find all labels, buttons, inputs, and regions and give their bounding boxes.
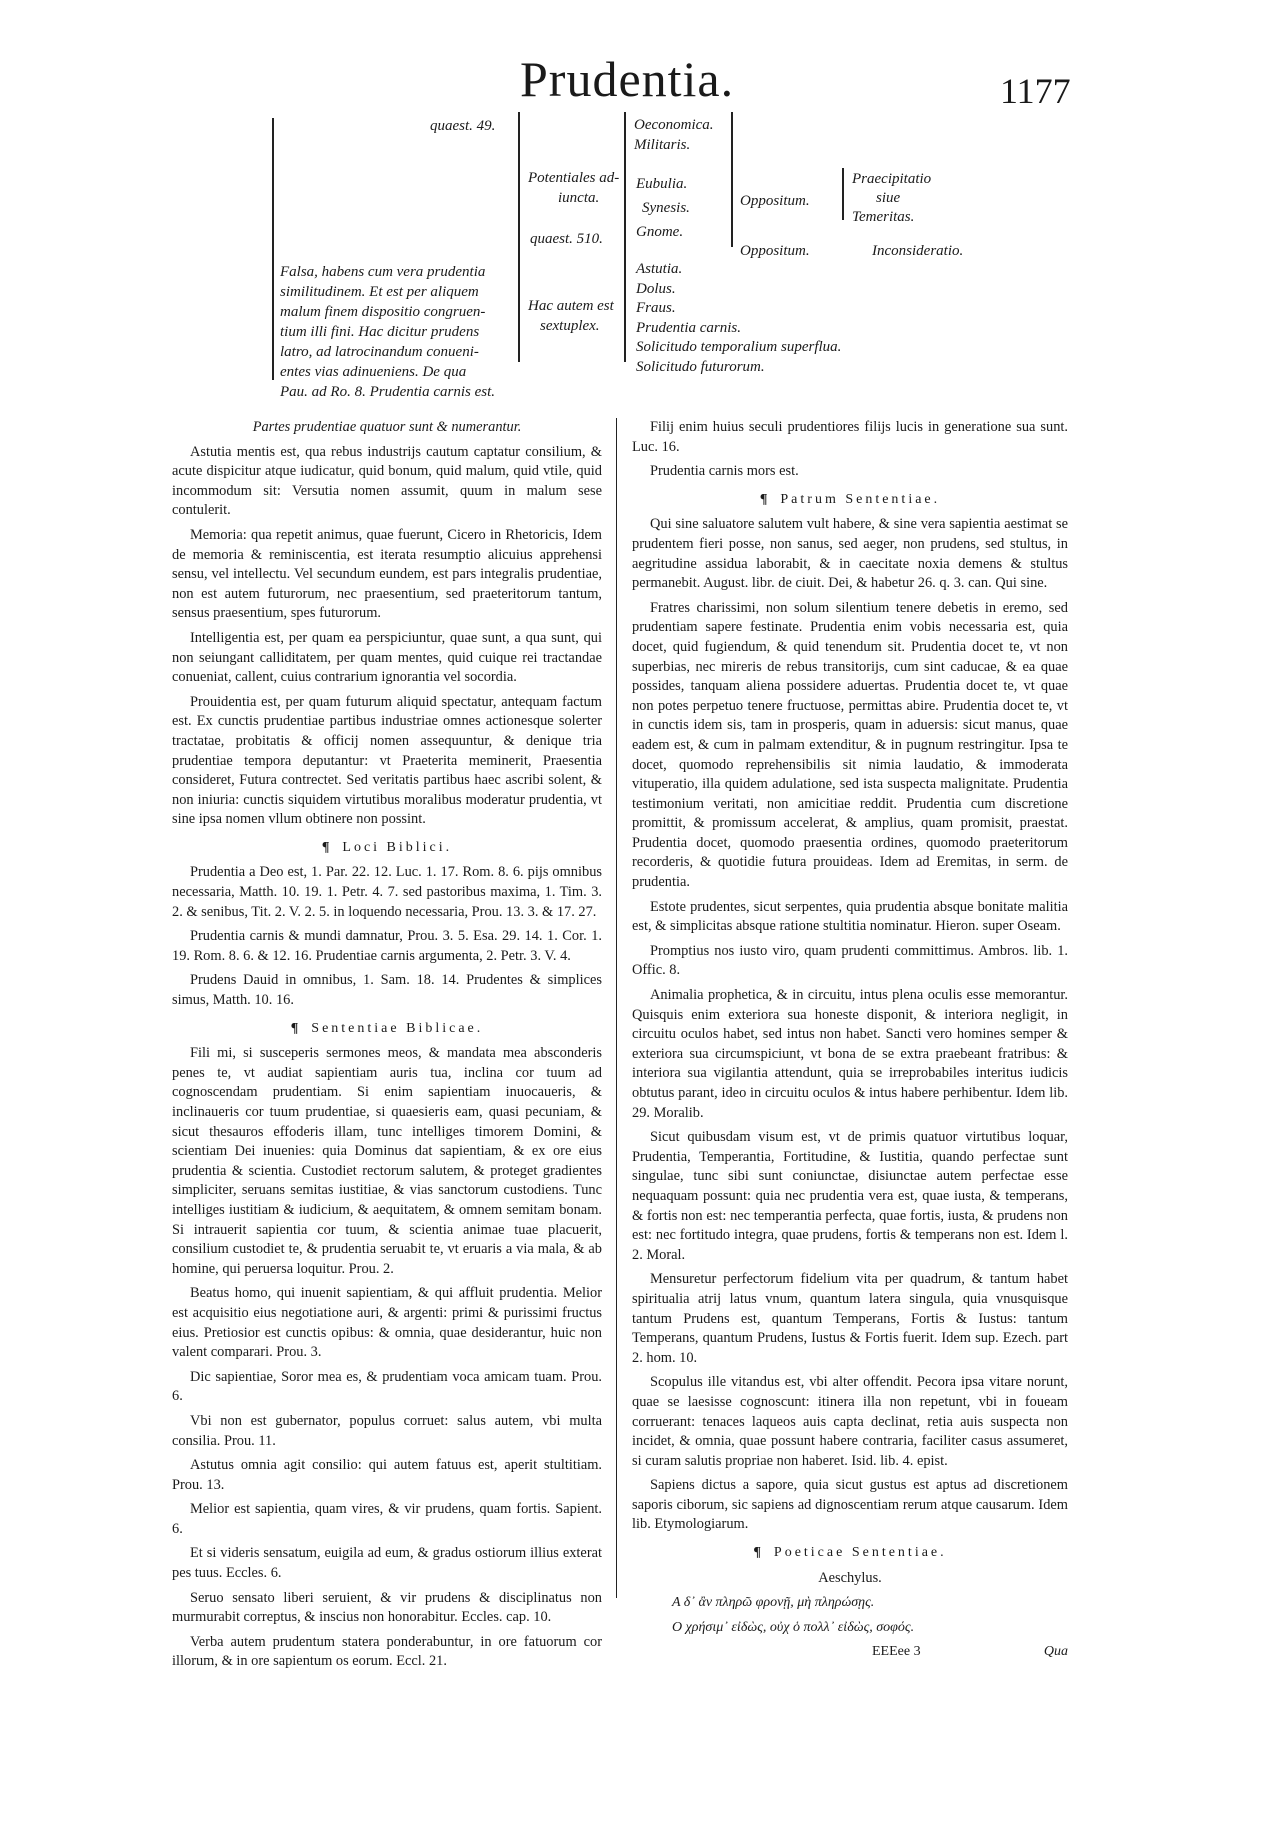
falsa-line: latro, ad latrocinandum conueni-: [280, 344, 479, 360]
signature-mark: EEEee 3: [872, 1644, 921, 1660]
biblical-sentence: Beatus homo, qui inuenit sapientiam, & qui affluit prudentia. Melior est acquisitio eius negotiatione auri, & argenti: primi & purissimi fructus eius. Pretiosior est cunctis opibus: & omnia, quae desiderantur, huic non valent comparari. Prou. 3.: [172, 1285, 602, 1361]
poeticae-sententiae-heading: ¶ Poeticae Sententiae.: [753, 1545, 947, 1561]
loci-biblici-heading: ¶ Loci Biblici.: [321, 839, 453, 855]
page-number: 1177: [1000, 71, 1071, 111]
loci-paragraph: Prudens Dauid in omnibus, 1. Sam. 18. 14. Prudentes & simplices simus, Matth. 10. 16.: [172, 972, 602, 1009]
hac-autem-line: sextuplex.: [540, 318, 600, 334]
mid-items: [636, 172, 690, 244]
greek-verse: Α δ᾽ ἂν πληρῶ φρονῇ, μὴ πληρώσῃς.: [672, 1595, 875, 1611]
top-item: Militaris.: [634, 137, 691, 153]
aeschylus-label: Aeschylus.: [818, 1569, 882, 1586]
falsa-line: malum finem dispositio congruen-: [280, 304, 486, 320]
page-footer: [632, 1642, 1068, 1664]
patristic-sentence: Estote prudentes, sicut serpentes, quia prudentia absque bonitate malitia est, & simplicitas absque ratione stultitia nominatur. Hieron. super Oseam.: [632, 898, 1068, 935]
potentiales-line: Potentiales ad-: [528, 170, 620, 186]
loci-paragraph: Prudentia a Deo est, 1. Par. 22. 12. Luc. 1. 17. Rom. 8. 6. pijs omnibus necessaria, Matth. 10. 19. 1. Petr. 4. 7. sed pastoribus maxima, 1. Tim. 3. 2. & senibus, Tit. 2. V. 2. 5. in loquendo necessaria, Prou. 13. 3. & 17. 27.: [172, 864, 602, 920]
loci-paragraph: Prudentia carnis & mundi damnatur, Prou. 3. 5. Esa. 29. 14. 1. Cor. 1. 19. Rom. 8. 6. & 12. 16. Prudentiae carnis argumenta, 2. Petr. 3. V. 4.: [172, 928, 602, 964]
diagram-brace-opp: [731, 112, 733, 247]
bottom-item: Solicitudo futurorum.: [636, 358, 765, 375]
page-title: Prudentia.: [520, 51, 735, 107]
prouidentia-paragraph: Prouidentia est, per quam futurum aliquid spectatur, antequam factum est. Ex cunctis prudentiae partibus industriae omnes actionesque solerter tractatae, probitatis & officij nomen assequuntur, & denique tria prudentiae tempora deputantur: vt Praeterita meminerit, Praesentia consideret, Futura contrectet. Sed veritatis partibus haec ascribi solent, & non iniuria: cunctis siquidem virtutibus moralibus moderatur prudentia, vt sine ipsa nomen vllum obtinere non possint.: [172, 693, 602, 828]
diagram-brace-mid: [518, 112, 520, 362]
mid-item: Gnome.: [636, 224, 684, 240]
falsa-line: entes vias adinueniens. De qua: [280, 364, 467, 380]
astutia-paragraph: Astutia mentis est, qua rebus industrijs cautum captatur consilium, & acute dispicitur atque iudicatur, quid bonum, quid malum, quid vtile, quid incommodum sit: Versutia nomen assumit, quum in malum sese contulerit.: [172, 443, 602, 519]
biblical-sentence: Astutus omnia agit consilio: qui autem fatuus est, aperit stultitiam. Prou. 13.: [172, 1457, 602, 1493]
biblical-sentence: Melior est sapientia, quam vires, & vir prudens, quam fortis. Sapient. 6.: [172, 1501, 602, 1537]
bottom-item: Astutia.: [636, 261, 683, 277]
falsa-line: tium illi fini. Hac dicitur prudens: [280, 324, 480, 340]
hac-autem-line: Hac autem est: [528, 298, 614, 314]
right-sentence: Prudentia carnis mors est.: [650, 463, 799, 480]
precip-line: siue: [876, 190, 901, 206]
patristic-sentence: Promptius nos iusto viro, quam prudenti committimus. Ambros. lib. 1. Offic. 8.: [632, 942, 1068, 979]
catchword: Qua: [1043, 1644, 1068, 1660]
column-divider: [616, 418, 617, 1598]
precip-line: Praecipitatio: [852, 171, 932, 187]
right-sentence: Filij enim huius seculi prudentiores filijs lucis in generatione sua sunt. Luc. 16.: [632, 419, 1068, 455]
diagram-brace-precip: [842, 168, 844, 220]
falsa-line: similitudinem. Et est per aliquem: [280, 284, 479, 300]
diagram-brace-right: [624, 112, 626, 362]
patrum-sententiae-heading: ¶ Patrum Sententiae.: [759, 491, 941, 507]
biblical-sentence: Vbi non est gubernator, populus corruet: salus autem, vbi multa consilia. Prou. 11.: [172, 1412, 602, 1449]
patristic-sentence: Scopulus ille vitandus est, vbi alter offendit. Pecora ipsa vitare norunt, quae se laesisse cognoscunt: itinera illa non repetunt, vbi in foueam corruerant: tenaces laqueos auis capta declinat, retia auis suspecta non incidet, & omnia, quae possunt habere contraria, faciliter casus assumeret, si curam salutis propriae non haberet. Isid. lib. 4. epist.: [632, 1374, 1068, 1469]
falsa-line: Falsa, habens cum vera prudentia: [280, 264, 486, 280]
falsa-line: Pau. ad Ro. 8. Prudentia carnis est.: [280, 384, 495, 400]
intro-title: Partes prudentiae quatuor sunt & numerantur.: [252, 419, 522, 435]
biblical-sentence: Verba autem prudentum statera ponderabuntur, in ore fatuorum cor illorum, & in ore sapientum os eorum. Eccl. 21.: [172, 1633, 602, 1670]
praecipitatio-block: [852, 170, 931, 227]
top-items: [634, 115, 714, 155]
right-column: [632, 418, 1068, 1664]
bottom-item: Prudentia carnis.: [636, 319, 741, 336]
bottom-item: Dolus.: [636, 280, 676, 297]
diagram-brace-left: [272, 118, 274, 380]
potentiales-label: [528, 168, 619, 208]
oppositum-lower: Oppositum.: [740, 243, 810, 259]
biblical-sentence: Et si videris sensatum, euigila ad eum, & gradus ostiorum illius exterat pes tuus. Eccles. 6.: [172, 1545, 602, 1582]
quaest-49-label: quaest. 49.: [430, 118, 496, 134]
biblical-sentence: Seruo sensato liberi seruient, & vir prudens & disciplinatus non murmurabit correptus, & inscius non honorabitur. Eccles. cap. 10.: [172, 1589, 602, 1626]
falsa-prudentia-block: [280, 262, 495, 402]
bottom-item: Fraus.: [636, 300, 676, 316]
intelligentia-paragraph: Intelligentia est, per quam ea perspiciuntur, quae sunt, a qua sunt, qui non seiungant calliditatem, per quam mentes, quid cuique rei tractandae conueniat, callent, cuius contrarium ignorantia vel socordia.: [172, 629, 602, 686]
left-column: [172, 418, 602, 1677]
top-item: Oeconomica.: [634, 117, 714, 133]
biblical-sentence: Fili mi, si susceperis sermones meos, & mandata mea absconderis penes te, vt audiat sapientiam auris tua, inclina cor tuum ad cognoscendam prudentiam. Si enim sapientiam inuocaueris, & inclinaueris cor tuum prudentiae, si quaesieris eam, quasi pecuniam, & sicut thesauros effoderis illam, tunc intelliges timorem Domini, & scientiam Dei inuenies: quia Dominus dat sapientiam, & ex ore eius prudentia & scientia. Custodiet rectorum salutem, & proteget gradientes simpliciter, seruans semitas iustitiae, & vias sanctorum custodiens. Tunc intelliges iustitiam & iudicium, & aequitatem, & omnem semitam bonam. Si intrauerit sapientia cor tuum, & scientia animae tuae placuerit, consilium custodiet te, & prudentia seruabit te, vt eruaris a via mala, & ab homine, qui peruersa loquitur. Prou. 2.: [172, 1045, 602, 1277]
precip-line: Temeritas.: [852, 209, 915, 225]
patristic-sentence: Sicut quibusdam visum est, vt de primis quatuor virtutibus loquar, Prudentia, Temperantia, Fortitudine, & Iustitia, quando perfectae sunt singulae, tunc sibi sunt coniunctae, disiunctae autem perfectae esse nequaquam possunt: quia nec prudentia vera est, quae iusta, & temperans, & fortis non est: nec temperantia perfecta, quae fortis, iusta, & prudens non est: nec fortitudo integra, quae prudens, fortis & temperans non est. Idem l. 2. Moral.: [632, 1129, 1068, 1263]
mid-item: Synesis.: [642, 200, 690, 216]
bottom-item: Solicitudo temporalium superflua.: [636, 339, 842, 355]
mid-item: Eubulia.: [636, 176, 688, 192]
oppositum-upper: Oppositum.: [740, 193, 810, 209]
greek-verse: Ο χρήσιμ᾽ εἰδὼς, οὐχ ὁ πολλ᾽ εἰδὼς, σοφός.: [672, 1619, 915, 1635]
potentiales-line: iuncta.: [558, 190, 600, 206]
patristic-sentence: Fratres charissimi, non solum silentium tenere debetis in eremo, sed prudentiam sapere festinate. Prudentia enim vobis necessaria est, quia docet, quid fugiendum, & quid tenendum sit. Prudentia docet te, vt non superbias, nec mireris de rebus transitorijs, cum sint caducae, & ea quae possides, tanquam aliena possidere aduertas. Prudentia docet te, vt quae non potes perpetuo tenere fructuose, permittas abire. Prudentia docet te, vt in cunctis idem sis, tam in prosperis, quam in aduersis: sicut manus, quae eadem est, & cum in palmam extenditur, & in pugnum restringitur. Ipsa te docet, quomodo reprehensibilis sit nimia laudatio, & immoderata vituperatio, illa quidem adulatione, sed ista suspecta malignitate. Prudentia testimonium veritati, non amicitiae reddit. Prudentia cum discretione promittit, & promissum accelerat, & amplius, quam promisit, praestat. Prudentia docet, quomodo praesentia ordines, quomodo praeteritorum recorderis, & quotidie futura prouideas. Idem ad Eremitas, in serm. de prudentia.: [632, 599, 1068, 891]
quaest-510-label: quaest. 510.: [530, 231, 603, 247]
hac-autem-label: [528, 296, 614, 336]
memoria-paragraph: Memoria: qua repetit animus, quae fuerunt, Cicero in Rhetoricis, Idem de memoria & reminiscentia, est iterata resumptio alicuius apprehensi sensu, vel intellectu. Vel secundum eundem, est pars integralis prudentiae, non est autem futurorum, nec praesentium, sed praeteritorum tantum, sensus praesentium, spes futurorum.: [172, 526, 602, 622]
patristic-sentence: Sapiens dictus a sapore, quia sicut gustus est aptus ad discretionem saporis ciborum, sic sapiens ad dignoscentiam rerum atque causarum. Idem lib. Etymologiarum.: [632, 1477, 1068, 1533]
inconsideratio-label: Inconsideratio.: [872, 243, 964, 259]
biblical-sentence: Dic sapientiae, Soror mea es, & prudentiam voca amicam tuam. Prou. 6.: [172, 1368, 602, 1405]
sententiae-biblicae-heading: ¶ Sententiae Biblicae.: [290, 1020, 484, 1036]
patristic-sentence: Animalia prophetica, & in circuitu, intus plena oculis esse memorantur. Quisquis enim exteriora sua honeste disponit, & interiora negligit, in circuitu oculos habet, sed intus non habet. Sancti vero homines semper & exteriora sua circumspiciunt, vt bona de se extra praebeant fratribus: & interiora sua vigilantia attendunt, quia se irreprobabiles interitus iudicis obtutus parant, ideo in circuitu oculos & intus habere perhibentur. Idem lib. 29. Moralib.: [632, 987, 1068, 1121]
bottom-items: [636, 260, 841, 377]
patristic-sentence: Qui sine saluatore salutem vult habere, & sine vera sapientia aestimat se prudentem fieri posse, non sanus, sed aeger, non prudens, sed stultus, in aegritudine assidua laborabit, & in caecitate noxia demens & stultus permanebit. August. libr. de ciuit. Dei, & habetur 26. q. 3. can. Qui sine.: [632, 516, 1068, 592]
patristic-sentence: Mensuretur perfectorum fidelium vita per quadrum, & tantum habet spiritualia atrij latus vnum, quantum latera singula, quia vnusquisque tantum Prudens est, quantum Temperans, Fortis & Iustus: tantum Temperans, quantum Prudens, Iustus & Fortis fuerit. Idem sup. Ezech. part 2. hom. 10.: [632, 1271, 1068, 1366]
